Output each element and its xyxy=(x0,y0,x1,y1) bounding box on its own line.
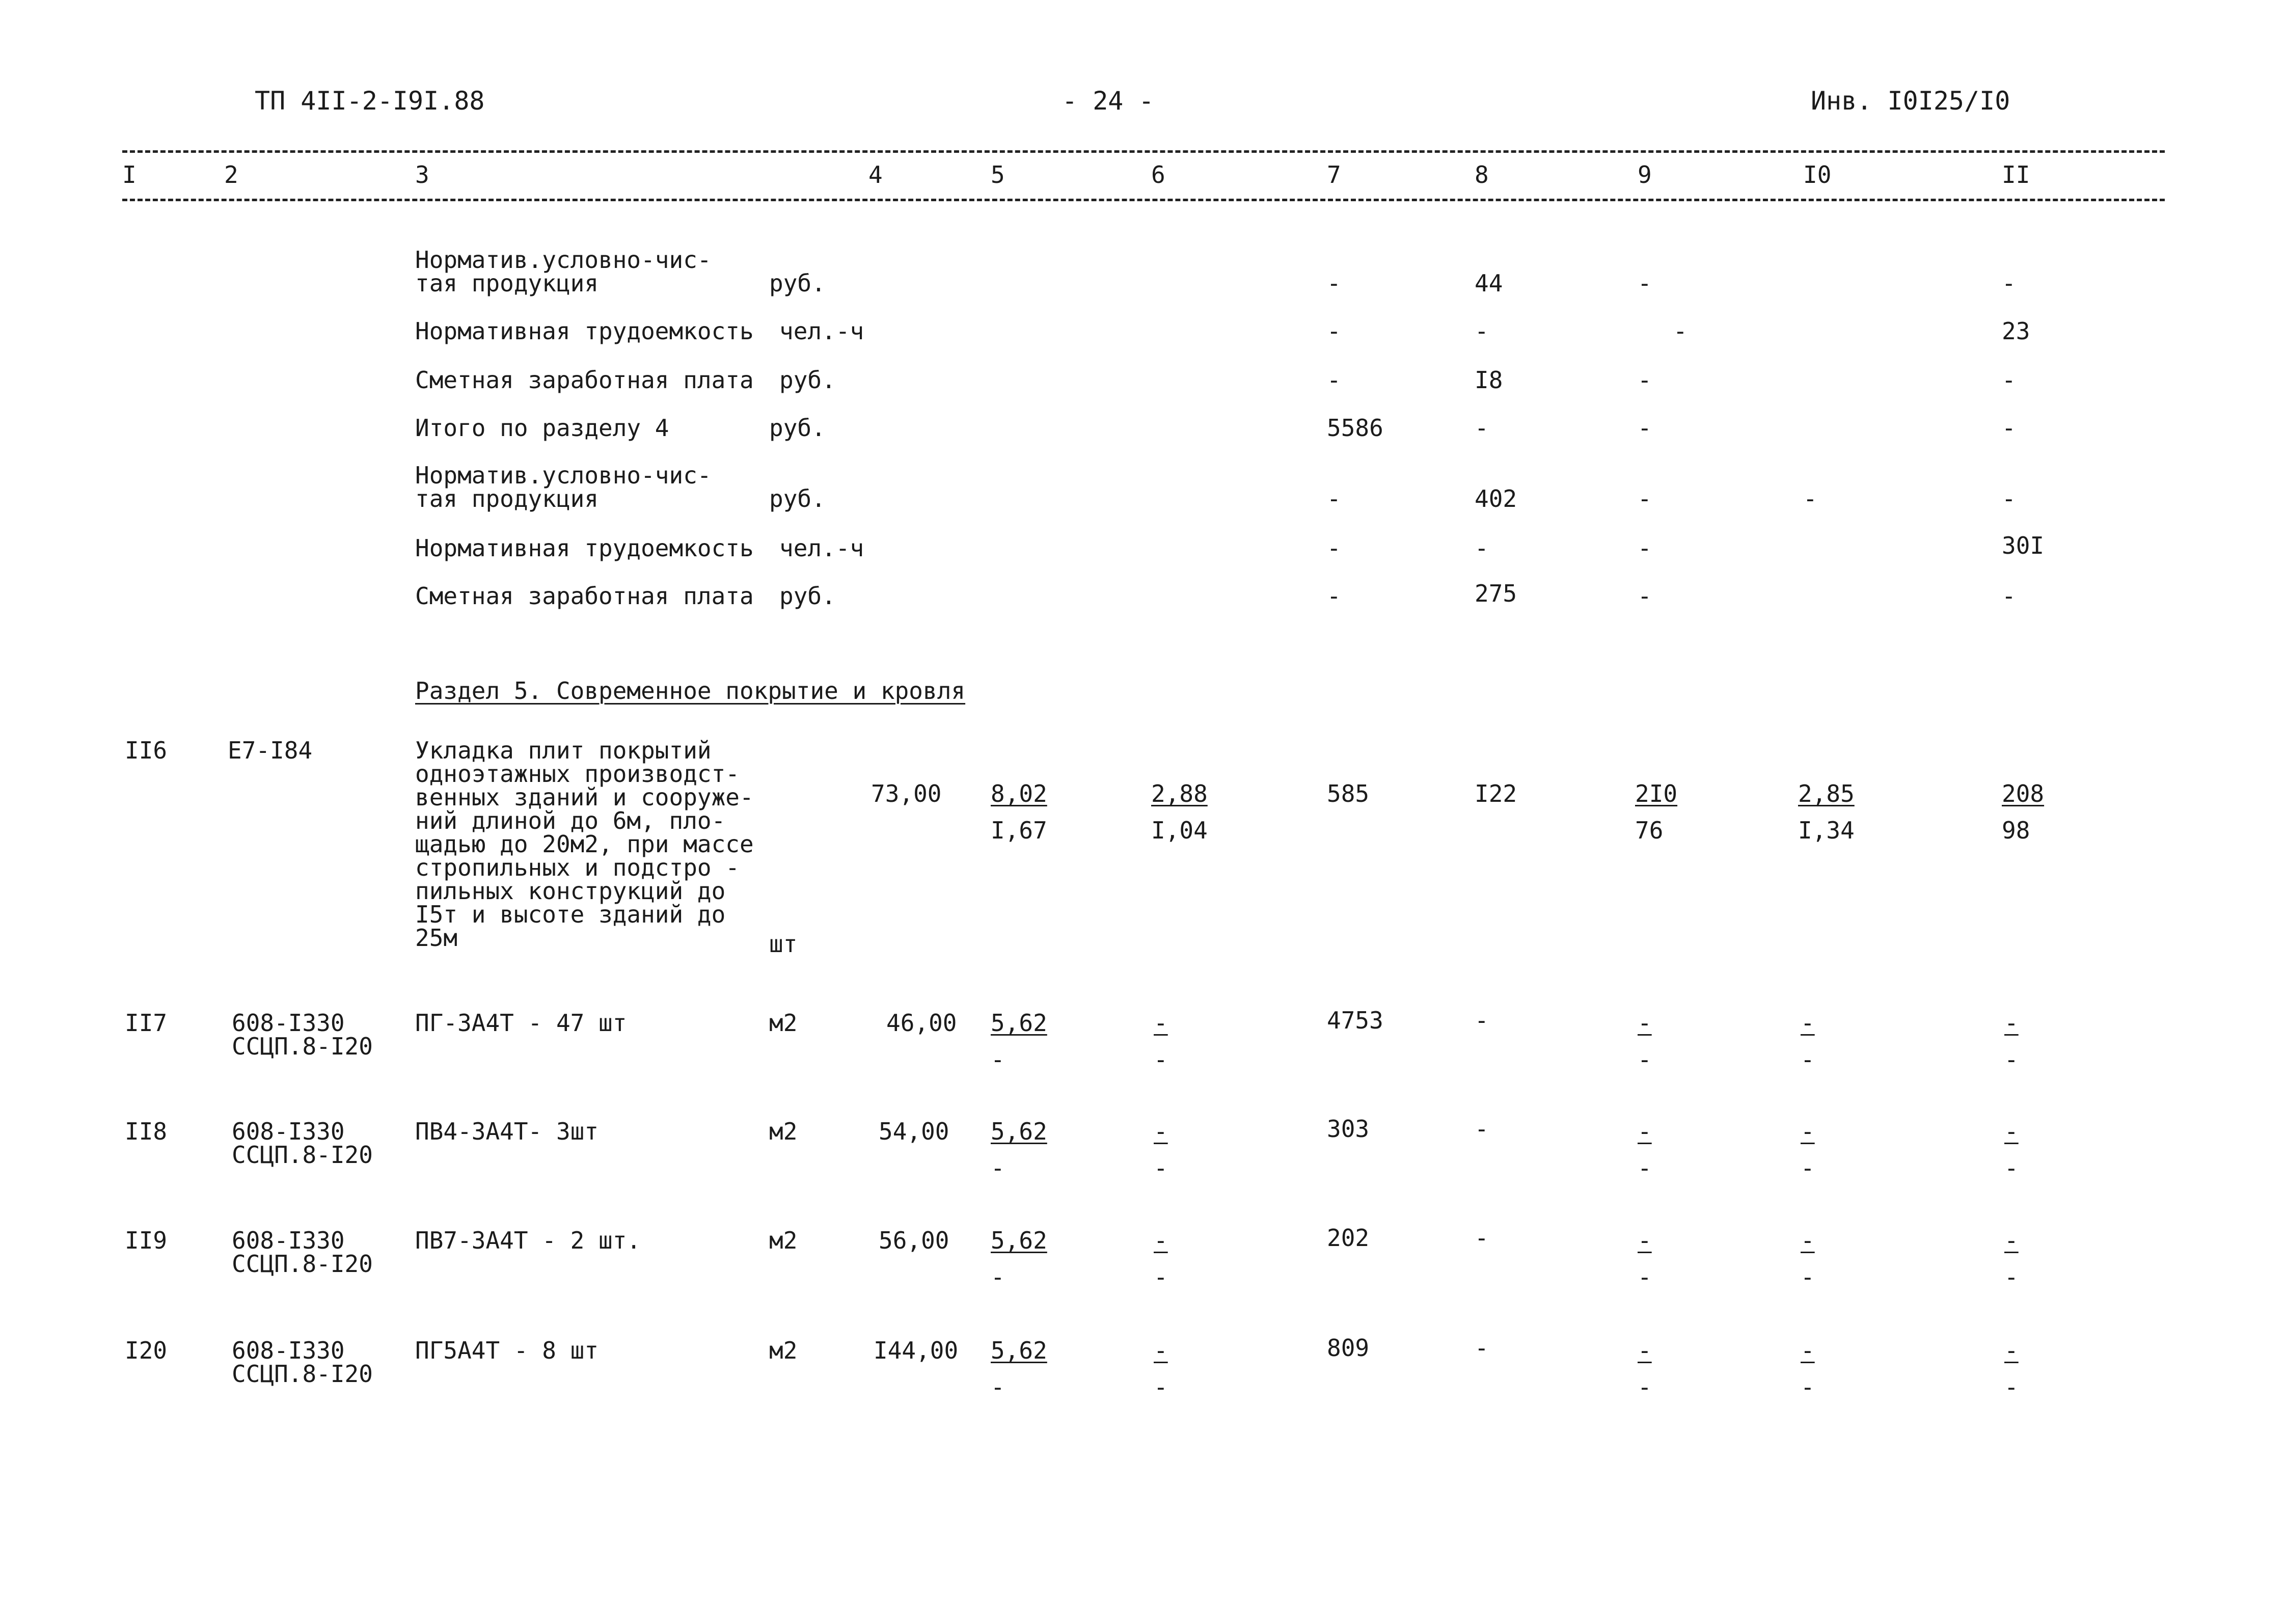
row-number: II9 xyxy=(125,1227,168,1254)
summary-row-unit: руб. xyxy=(779,366,836,394)
row-description: ПГ5А4Т - 8 шт xyxy=(415,1337,599,1364)
summary-row-name: Норматив.условно-чис- тая продукция xyxy=(415,462,712,512)
row-col10: - - xyxy=(1801,1009,1815,1073)
summary-row-name: Норматив.условно-чис- тая продукция xyxy=(415,246,712,297)
col-header-8: 8 xyxy=(1475,161,1489,188)
row-col10: - - xyxy=(1801,1227,1815,1291)
summary-row-name: Сметная заработная плата xyxy=(415,366,754,394)
row-col5: 5,62 - xyxy=(991,1337,1047,1401)
row-col10: - - xyxy=(1801,1118,1815,1182)
row-col5: 5,62 - xyxy=(991,1009,1047,1073)
row-col11: - - xyxy=(2004,1009,2019,1073)
row-col9: $\frac{2I0}{76}$ xyxy=(1635,780,1678,844)
row-col9: - - xyxy=(1638,1009,1652,1073)
row-col6: - - xyxy=(1154,1227,1168,1291)
row-unit: м2 xyxy=(769,1337,798,1364)
row-code: 608-I330 ССЦП.8-I20 xyxy=(232,1337,373,1388)
row-col6: - - xyxy=(1154,1337,1168,1401)
row-col8: - xyxy=(1475,1007,1489,1034)
row-col8: - xyxy=(1475,1224,1489,1252)
summary-row-col8: - xyxy=(1475,534,1489,562)
summary-row-unit: руб. xyxy=(779,582,836,610)
row-unit: м2 xyxy=(769,1118,798,1145)
row-description: Укладка плит покрытий одноэтажных производст- венных зданий и сооруже- ний длиной до 6м, пло- щадью до 20м2, при массе стропильных и подстро - пильных конструкций до I5т и высоте зданий до 25м xyxy=(415,737,754,952)
row-col5: 5,62 - xyxy=(991,1227,1047,1291)
summary-row-col7: - xyxy=(1327,485,1341,512)
summary-row-col9: - xyxy=(1638,582,1652,610)
summary-row-unit: руб. xyxy=(769,414,826,442)
row-unit: шт xyxy=(769,930,798,958)
summary-row-col9: - xyxy=(1638,414,1652,442)
row-col11: - - xyxy=(2004,1227,2019,1291)
row-col6: - - xyxy=(1154,1009,1168,1073)
summary-row-col9: - xyxy=(1638,485,1652,512)
summary-row-col11: - xyxy=(2002,269,2016,297)
row-col5: 5,62 - xyxy=(991,1118,1047,1182)
row-unit: м2 xyxy=(769,1227,798,1254)
summary-row-col8: 44 xyxy=(1475,269,1503,297)
row-col7: 202 xyxy=(1327,1224,1370,1252)
row-col11: $\frac{208}{98}$ xyxy=(2002,780,2045,844)
summary-row-col7: - xyxy=(1327,582,1341,610)
row-quantity: 54,00 xyxy=(879,1118,949,1145)
section-title: Раздел 5. Современное покрытие и кровля xyxy=(415,677,966,705)
row-code: 608-I330 ССЦП.8-I20 xyxy=(232,1118,373,1169)
summary-row-col9: - xyxy=(1638,534,1652,562)
row-col8: I22 xyxy=(1475,780,1517,807)
row-description: ПВ7-3А4Т - 2 шт. xyxy=(415,1227,641,1254)
summary-row-col9: - xyxy=(1638,366,1652,394)
inventory-number: Инв. I0I25/I0 xyxy=(1811,86,2010,116)
col-header-2: 2 xyxy=(224,161,238,188)
summary-row-col8: 275 xyxy=(1475,580,1517,607)
row-col10: $\frac{2,85}{I,34}$ xyxy=(1798,780,1855,844)
row-unit: м2 xyxy=(769,1009,798,1037)
summary-row-col8: I8 xyxy=(1475,366,1503,394)
col-header-6: 6 xyxy=(1151,161,1165,188)
row-col5: $\frac{8,02}{I,67}$ xyxy=(991,780,1047,844)
row-number: II8 xyxy=(125,1118,168,1145)
summary-row-name: Нормативная трудоемкость xyxy=(415,317,754,345)
summary-row-col7: - xyxy=(1327,366,1341,394)
summary-row-col7: 5586 xyxy=(1327,414,1383,442)
col-header-3: 3 xyxy=(415,161,429,188)
row-number: I20 xyxy=(125,1337,168,1364)
row-description: ПГ-3А4Т - 47 шт xyxy=(415,1009,627,1037)
row-quantity: 46,00 xyxy=(886,1009,957,1037)
row-col8: - xyxy=(1475,1115,1489,1143)
row-number: II7 xyxy=(125,1009,168,1037)
summary-row-unit: чел.-ч xyxy=(779,534,864,562)
summary-row-col8: - xyxy=(1475,414,1489,442)
summary-row-col10: - xyxy=(1803,485,1817,512)
row-col9: - - xyxy=(1638,1337,1652,1401)
row-description: ПВ4-3А4Т- 3шт xyxy=(415,1118,599,1145)
row-col7: 809 xyxy=(1327,1334,1370,1362)
summary-row-col7: - xyxy=(1327,317,1341,345)
col-header-7: 7 xyxy=(1327,161,1341,188)
summary-row-col11: 30I xyxy=(2002,532,2045,559)
row-col7: 303 xyxy=(1327,1115,1370,1143)
row-col11: - - xyxy=(2004,1118,2019,1182)
row-col7: 4753 xyxy=(1327,1007,1383,1034)
summary-row-col7: - xyxy=(1327,534,1341,562)
summary-row-col7: - xyxy=(1327,269,1341,297)
col-header-4: 4 xyxy=(868,161,883,188)
col-header-10: I0 xyxy=(1803,161,1832,188)
row-col10: - - xyxy=(1801,1337,1815,1401)
col-header-5: 5 xyxy=(991,161,1005,188)
summary-row-col8: - xyxy=(1475,317,1489,345)
summary-row-unit: руб. xyxy=(769,485,826,512)
summary-row-col9: - xyxy=(1638,269,1652,297)
row-col8: - xyxy=(1475,1334,1489,1362)
row-col6: $\frac{2,88}{I,04}$ xyxy=(1151,780,1208,844)
row-col9: - - xyxy=(1638,1118,1652,1182)
summary-row-col8: 402 xyxy=(1475,485,1517,512)
col-header-11: II xyxy=(2002,161,2030,188)
header-bottom-rule xyxy=(122,199,2165,201)
row-code: 608-I330 ССЦП.8-I20 xyxy=(232,1009,373,1060)
summary-row-col11: - xyxy=(2002,582,2016,610)
col-header-9: 9 xyxy=(1638,161,1652,188)
summary-row-col9: - xyxy=(1673,317,1688,345)
summary-row-name: Итого по разделу 4 xyxy=(415,414,669,442)
row-quantity: 73,00 xyxy=(871,780,942,807)
row-col11: - - xyxy=(2004,1337,2019,1401)
summary-row-col11: - xyxy=(2002,485,2016,512)
row-number: II6 xyxy=(125,737,168,764)
row-code: Е7-I84 xyxy=(228,737,313,764)
summary-row-col11: - xyxy=(2002,414,2016,442)
row-code: 608-I330 ССЦП.8-I20 xyxy=(232,1227,373,1278)
summary-row-name: Сметная заработная плата xyxy=(415,582,754,610)
col-header-1: I xyxy=(122,161,137,188)
row-quantity: 56,00 xyxy=(879,1227,949,1254)
summary-row-unit: руб. xyxy=(769,269,826,297)
summary-row-col11: - xyxy=(2002,366,2016,394)
page-number: - 24 - xyxy=(1062,86,1154,116)
row-col7: 585 xyxy=(1327,780,1370,807)
summary-row-name: Нормативная трудоемкость xyxy=(415,534,754,562)
document-code: ТП 4II-2-I9I.88 xyxy=(255,86,485,116)
row-col6: - - xyxy=(1154,1118,1168,1182)
header-top-rule xyxy=(122,150,2165,153)
summary-row-unit: чел.-ч xyxy=(779,317,864,345)
row-col9: - - xyxy=(1638,1227,1652,1291)
row-quantity: I44,00 xyxy=(874,1337,959,1364)
summary-row-col11: 23 xyxy=(2002,317,2030,345)
